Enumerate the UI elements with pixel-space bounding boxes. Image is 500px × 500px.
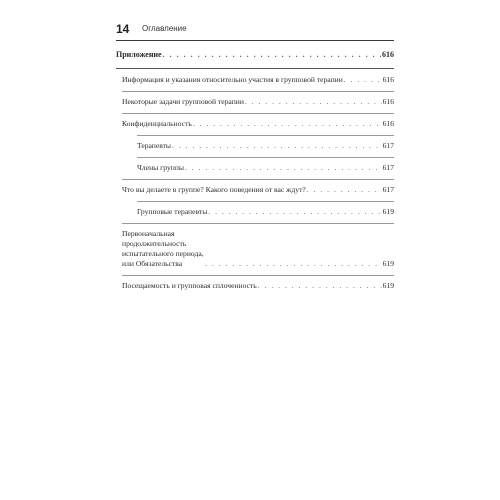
toc-entry[interactable] [116,185,394,195]
dot-leader [163,50,381,60]
entry-rule [122,91,394,92]
dot-leader [172,141,382,151]
dot-leader [185,163,382,173]
toc-entry-page: 616 [382,119,394,128]
entry-rule [122,179,394,180]
section-title: Оглавление [142,24,187,33]
dot-leader [245,97,382,107]
entry-rule [137,201,394,202]
table-of-contents [116,50,394,297]
toc-entry[interactable] [116,163,394,173]
toc-entry-page: 619 [382,207,394,216]
toc-entry-page: 619 [382,259,394,268]
heading-rule [116,68,394,69]
toc-entry-page: 616 [382,75,394,84]
dot-leader [205,259,381,269]
toc-entry-page: 617 [382,185,394,194]
toc-entry-label: Первоначальная продолжительность испытательного периода, или Обязательства [122,229,204,268]
toc-heading-page: 616 [382,50,394,59]
toc-entry-page: 617 [382,163,394,172]
page-number: 14 [116,22,130,36]
toc-entry-label: Информация и указания относительно участия в групповой терапии [122,75,343,84]
toc-entry[interactable] [116,207,394,217]
toc-entry-label: Терапевты [137,141,172,150]
running-head [116,20,394,40]
toc-entry-page: 616 [382,97,394,106]
toc-entry[interactable] [116,97,394,107]
toc-heading-label: Приложение [116,50,162,59]
entry-rule [122,275,394,276]
entry-rule [122,223,394,224]
dot-leader [208,207,381,217]
toc-entry-label: Групповые терапевты [137,207,208,216]
toc-entry[interactable] [116,281,394,291]
header-rule [116,40,394,41]
dot-leader [344,75,382,85]
toc-entry[interactable] [116,119,394,129]
toc-entry-label: Некоторые задачи групповой терапии [122,97,244,106]
dot-leader [258,281,382,291]
toc-entry-page: 617 [382,141,394,150]
toc-entry-label: Что вы делаете в группе? Какого поведения от вас ждут? [122,185,306,194]
dot-leader [307,185,382,195]
entry-rule [137,157,394,158]
toc-entry[interactable] [116,229,394,269]
toc-entry[interactable] [116,141,394,151]
toc-entry[interactable] [116,75,394,85]
dot-leader [193,119,382,129]
toc-heading-appendix[interactable] [116,50,394,63]
toc-entry-label: Посещаемость и групповая сплоченность [122,281,257,290]
toc-entry-label: Конфиденциальность [122,119,192,128]
entry-rule [122,113,394,114]
toc-entry-page: 619 [382,281,394,290]
toc-entry-label: Члены группы [137,163,184,172]
entry-rule [137,135,394,136]
